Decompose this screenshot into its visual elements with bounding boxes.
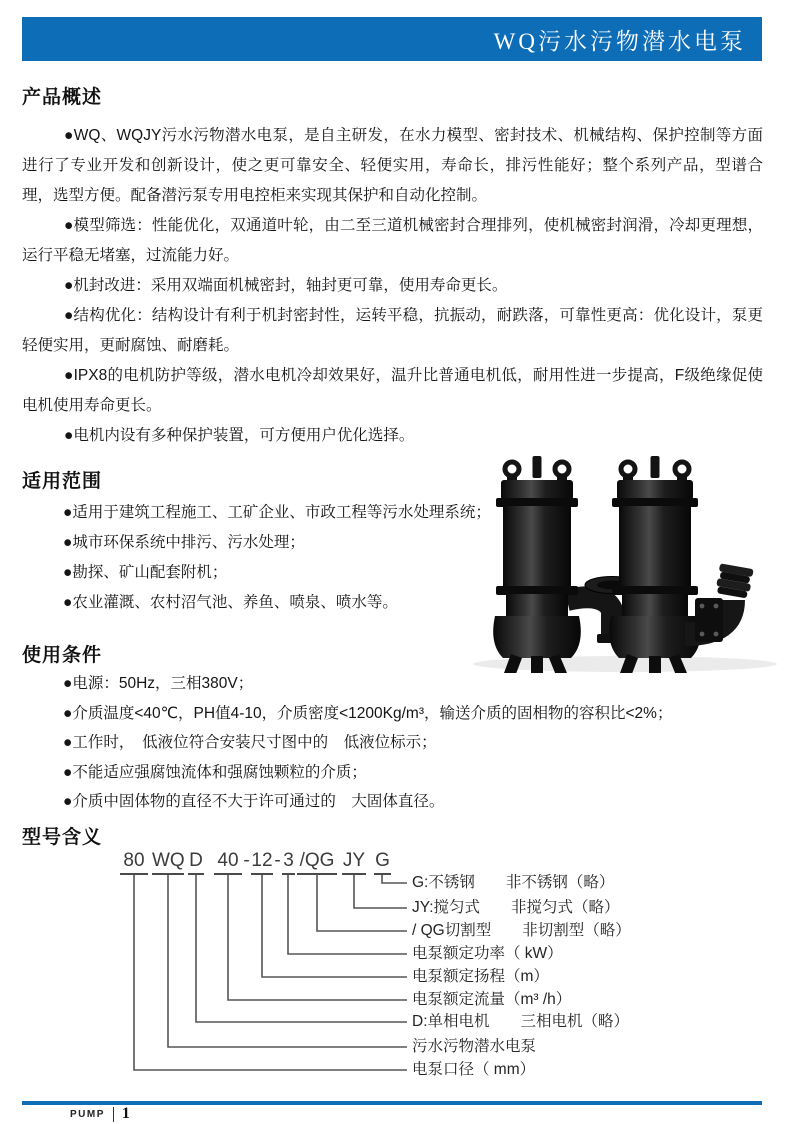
title-bar [22,17,762,61]
model-label: 电泵额定功率（ kW） [412,945,563,962]
list-item: ●工作时， 低液位符合安装尺寸图中的 低液位标示； [63,734,437,751]
pump-right [609,456,753,673]
section-heading-application: 适用范围 [22,471,103,492]
page-number: 1 [121,1105,130,1122]
list-item: ●农业灌溉、农村沼气池、养鱼、喷泉、喷水等。 [63,594,398,611]
section-heading-conditions: 使用条件 [22,645,103,666]
list-item: ●介质中固体物的直径不大于许可通过的 大固体直径。 [63,793,445,810]
overview-paragraph: ●结构优化：结构设计有利于机封密封性，运转平稳，抗振动，耐跌落，可靠性更高：优化设计，泵更轻便实用，更耐腐蚀、耐磨耗。 [22,307,763,354]
conditions-list [63,669,672,817]
pump-product-image [460,448,780,673]
overview-paragraph: ●WQ、WQJY污水污物潜水电泵，是自主研发，在水力模型、密封技术、机械结构、保护控制等方面进行了专业开发和创新设计，使之更可靠安全、轻便实用，寿命长，排污性能好；整个系列产品，型谱合理，选型方便。配备潜污泵专用电控柜来实现其保护和自动化控制。 [22,127,763,204]
model-code-segment: D [188,850,204,875]
model-code-segment: 12 [251,850,273,875]
model-code-segment: JY [342,850,366,875]
model-code-segment: 40 [214,850,242,875]
overview-paragraph: ●电机内设有多种保护装置，可方便用户优化选择。 [64,427,415,444]
model-label: / QG切割型 非切割型（略） [412,922,631,939]
overview-paragraph: ●机封改进：采用双端面机械密封，轴封更可靠，使用寿命更长。 [64,277,508,294]
model-code-segment: 80 [120,850,148,875]
overview-paragraphs [22,121,763,451]
list-item: ●电源：50Hz，三相380V； [63,675,254,692]
overview-paragraph: ●IPX8的电机防护等级，潜水电机冷却效果好，温升比普通电机低，耐用性进一步提高，F级绝缘促使电机使用寿命更长。 [22,367,763,414]
list-item: ●城市环保系统中排污、污水处理； [63,534,305,551]
model-label: 电泵额定扬程（m） [412,968,549,985]
footer-separator [113,1107,114,1122]
model-label: 污水污物潜水电泵 [412,1038,537,1055]
section-heading-model: 型号含义 [22,827,103,848]
list-item: ●适用于建筑工程施工、工矿企业、市政工程等污水处理系统； [63,504,491,521]
model-code-segment: 3 [282,850,295,875]
model-label: D:单相电机 三相电机（略） [412,1013,630,1030]
model-label: JY:搅匀式 非搅匀式（略） [412,899,620,916]
section-heading-overview: 产品概述 [22,87,103,108]
model-code-segment: WQ [152,850,184,875]
footer-rule [22,1101,762,1105]
model-label: 电泵口径（ mm） [412,1061,536,1078]
footer [70,1105,130,1123]
list-item: ●不能适应强腐蚀流体和强腐蚀颗粒的介质； [63,763,367,781]
list-item: ●介质温度<40℃，PH值4-10，介质密度<1200Kg/m³，输送介质的固相物的容积比<2%； [63,704,673,722]
application-list [63,498,491,618]
model-label: G:不锈钢 非不锈钢（略） [412,874,615,891]
model-code-dash: - [243,850,250,871]
model-code-dash: - [274,850,281,871]
list-item: ●勘探、矿山配套附机； [63,564,228,581]
model-code-segment: /QG [297,850,337,875]
model-code-segment: G [374,850,391,875]
footer-brand: PUMP [70,1108,105,1120]
page-title: WQ污水污物潜水电泵 [493,28,746,54]
overview-paragraph: ●模型筛选：性能优化，双通道叶轮，由二至三道机械密封合理排列，使机械密封润滑，冷却更理想，运行平稳无堵塞，过流能力好。 [22,217,763,264]
model-label: 电泵额定流量（m³ /h） [412,991,572,1008]
